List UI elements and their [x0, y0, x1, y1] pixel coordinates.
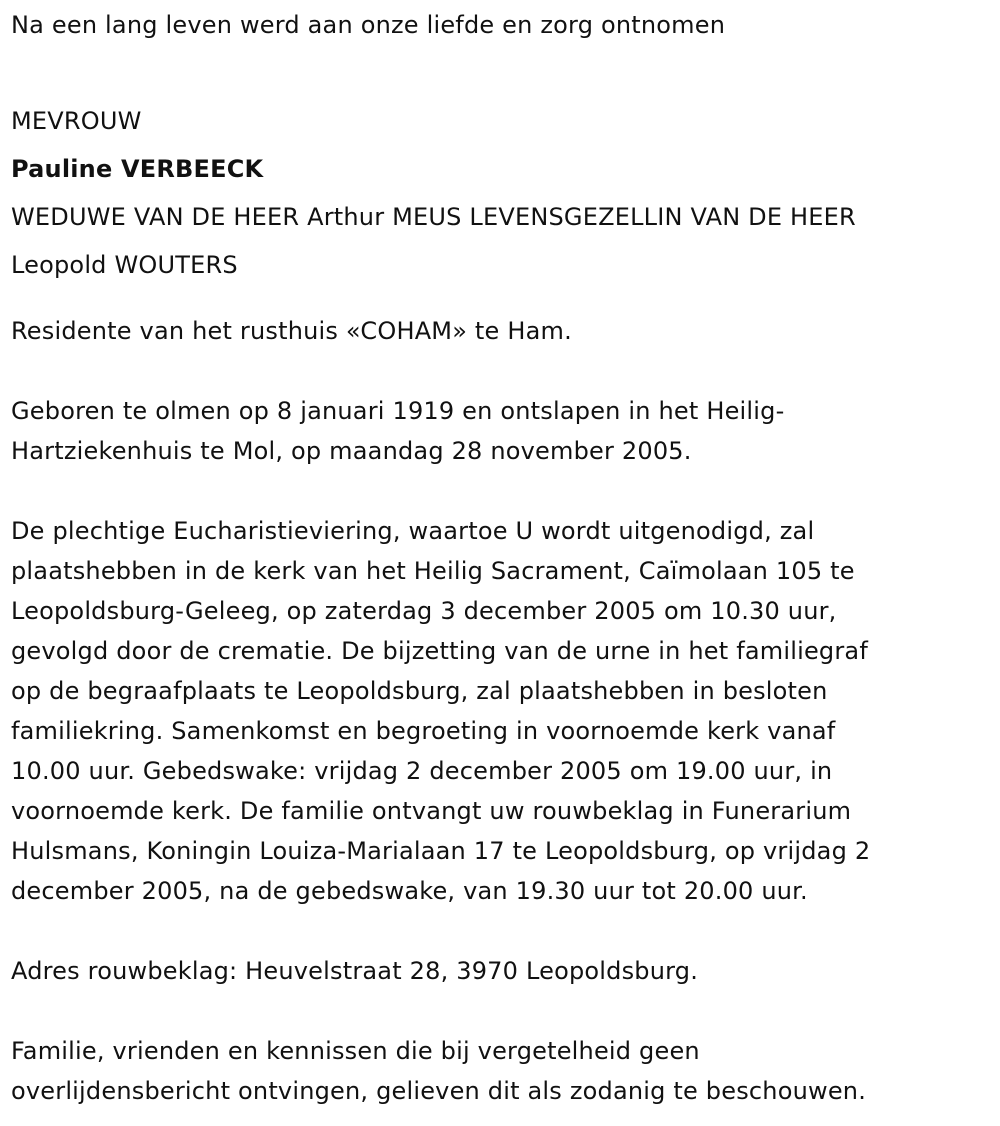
paragraph-line: familiekring. Samenkomst en begroeting in voornoemde kerk vanaf [11, 717, 836, 745]
relation-line: WEDUWE VAN DE HEER Arthur MEUS LEVENSGEZELLIN VAN DE HEER [11, 203, 856, 231]
paragraph-line: 10.00 uur. Gebedswake: vrijdag 2 december 2005 om 19.00 uur, in [11, 757, 833, 785]
condolence-address-paragraph [11, 951, 991, 991]
paragraph-line: gevolgd door de crematie. De bijzetting van de urne in het familiegraf [11, 637, 868, 665]
birth-death-paragraph [11, 391, 991, 471]
intro-text: Na een lang leven werd aan onze liefde en zorg ontnomen [11, 11, 726, 39]
paragraph-line: overlijdensbericht ontvingen, gelieven dit als zodanig te beschouwen. [11, 1077, 867, 1105]
paragraph-line: Familie, vrienden en kennissen die bij vergetelheid geen [11, 1037, 700, 1065]
residence-text: Residente van het rusthuis «COHAM» te Ham. [11, 317, 572, 345]
honorific: MEVROUW [11, 107, 142, 135]
paragraph-line: december 2005, na de gebedswake, van 19.30 uur tot 20.00 uur. [11, 877, 808, 905]
paragraph-line: Hartziekenhuis te Mol, op maandag 28 november 2005. [11, 437, 692, 465]
paragraph-line: De plechtige Eucharistieviering, waartoe U wordt uitgenodigd, zal [11, 517, 815, 545]
paragraph-line: Hulsmans, Koningin Louiza-Marialaan 17 te Leopoldsburg, op vrijdag 2 [11, 837, 871, 865]
obituary-notice [11, 0, 991, 1111]
paragraph-line: voornoemde kerk. De familie ontvangt uw rouwbeklag in Funerarium [11, 797, 852, 825]
deceased-name: Pauline VERBEECK [11, 155, 264, 183]
paragraph-line: Leopoldsburg-Geleeg, op zaterdag 3 december 2005 om 10.30 uur, [11, 597, 837, 625]
name-block [11, 97, 991, 289]
paragraph-line: Geboren te olmen op 8 januari 1919 en ontslapen in het Heilig- [11, 397, 785, 425]
condolence-address: Adres rouwbeklag: Heuvelstraat 28, 3970 Leopoldsburg. [11, 957, 699, 985]
relation-line: Leopold WOUTERS [11, 251, 238, 279]
ceremony-paragraph [11, 511, 991, 911]
residence-paragraph [11, 311, 991, 351]
paragraph-line: op de begraafplaats te Leopoldsburg, zal plaatshebben in besloten [11, 677, 828, 705]
closing-paragraph [11, 1031, 991, 1111]
paragraph-line: plaatshebben in de kerk van het Heilig Sacrament, Caïmolaan 105 te [11, 557, 855, 585]
